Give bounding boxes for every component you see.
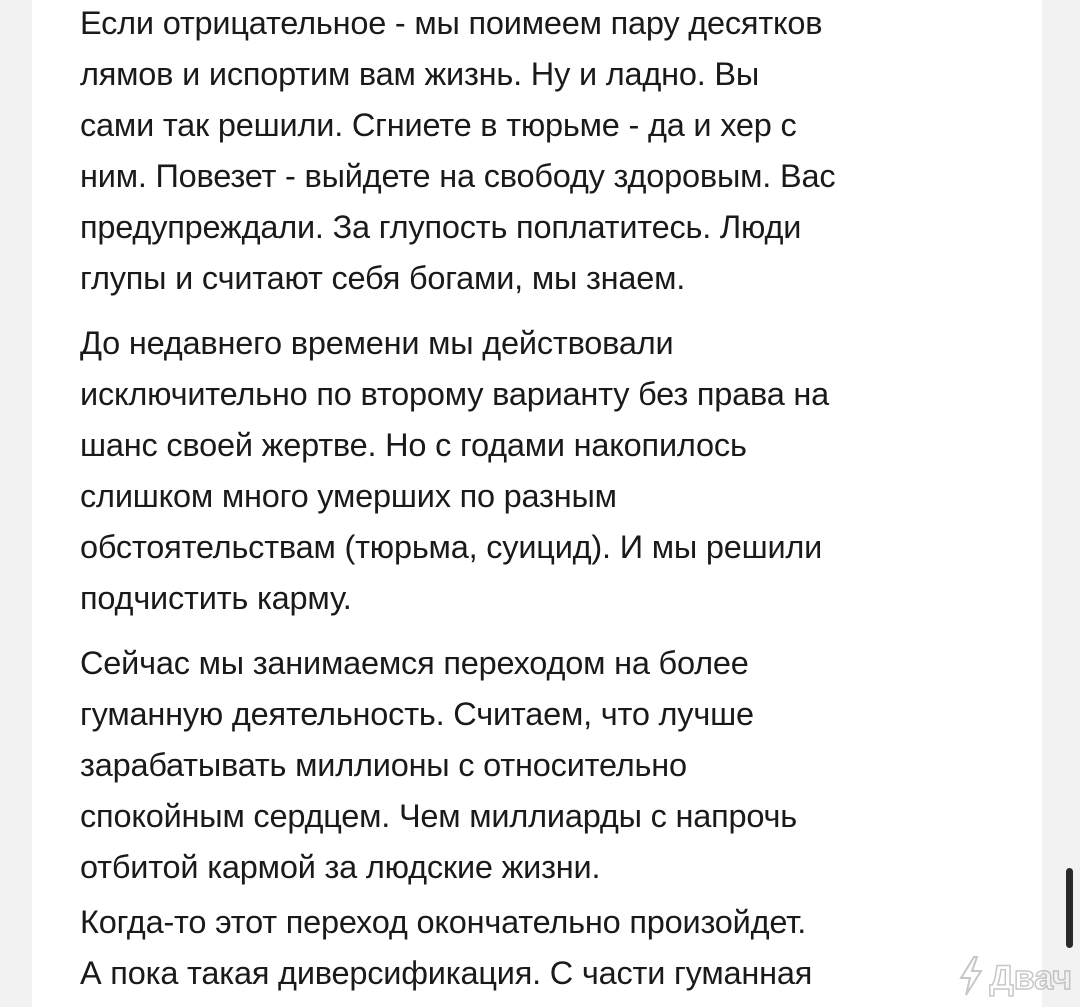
paragraph-1: [80, 0, 1030, 304]
article-text: [80, 0, 1030, 999]
text-line: шанс своей жертве. Но с годами накопилось: [80, 427, 747, 463]
text-line: подчистить карму.: [80, 580, 352, 616]
text-line: глупы и считают себя богами, мы знаем.: [80, 260, 686, 296]
lightning-icon: [958, 956, 984, 1001]
paragraph-2: [80, 318, 1030, 624]
paragraph-4: [80, 897, 1030, 999]
text-line: обстоятельствам (тюрьма, суицид). И мы решили: [80, 529, 823, 565]
text-line: предупреждали. За глупость поплатитесь. Люди: [80, 209, 802, 245]
text-line: исключительно по второму варианту без права на: [80, 376, 830, 412]
text-line: Если отрицательное - мы поимеем пару десятков: [80, 5, 823, 41]
text-line: Сейчас мы занимаемся переходом на более: [80, 645, 749, 681]
text-line: слишком много умерших по разным: [80, 478, 617, 514]
text-line: Когда-то этот переход окончательно произойдет.: [80, 904, 807, 940]
paragraph-3: [80, 638, 1030, 893]
text-line: гуманную деятельность. Считаем, что лучше: [80, 696, 754, 732]
text-line: сами так решили. Сгниете в тюрьме - да и хер с: [80, 107, 797, 143]
text-line: ним. Повезет - выйдете на свободу здоровым. Вас: [80, 158, 836, 194]
watermark: [958, 956, 1072, 1001]
watermark-label: Двач: [989, 959, 1072, 997]
text-line: До недавнего времени мы действовали: [80, 325, 674, 361]
text-line: зарабатывать миллионы с относительно: [80, 747, 687, 783]
text-line: А пока такая диверсификация. С части гуманная: [80, 955, 813, 991]
article-card: [32, 0, 1042, 1007]
scrollbar-thumb[interactable]: [1066, 868, 1073, 948]
text-line: отбитой кармой за людские жизни.: [80, 849, 601, 885]
text-line: лямов и испортим вам жизнь. Ну и ладно. Вы: [80, 56, 760, 92]
text-line: спокойным сердцем. Чем миллиарды с напрочь: [80, 798, 798, 834]
